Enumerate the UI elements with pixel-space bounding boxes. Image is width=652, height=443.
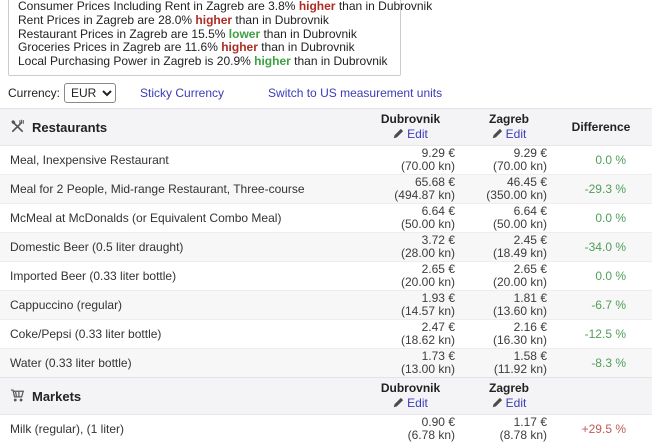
summary-line: Restaurant Prices in Zagreb are 15.5% lower than in Dubrovnik [18,26,357,41]
column-header-difference [555,377,652,414]
price-row [0,232,652,261]
city-name: Zagreb [488,380,529,395]
pencil-icon [492,397,503,408]
price-eur: 46.45 € [506,174,547,189]
section-title: Markets [0,377,358,414]
price-kn: (70.00 kn) [400,158,455,173]
difference-value: -8.3 % [555,348,652,377]
pencil-icon [393,128,404,139]
price-table-body [0,108,652,443]
price-kn: (8.78 kn) [499,427,547,442]
price-eur: 6.64 € [421,203,455,218]
comparison-keyword: higher [195,12,233,27]
price-eur: 2.47 € [421,319,455,334]
price-kn: (14.57 kn) [400,303,455,318]
price-kn: (13.00 kn) [400,361,455,376]
price-eur: 2.65 € [513,261,547,276]
price-cell-zagreb [463,290,555,319]
pencil-icon [393,397,404,408]
currency-label: Currency: [8,86,61,101]
price-cell-zagreb [463,174,555,203]
sticky-currency-link[interactable]: Sticky Currency [140,86,225,101]
price-cell-zagreb [463,414,555,443]
price-eur: 2.16 € [513,319,547,334]
price-eur: 1.17 € [513,414,547,429]
edit-link-zagreb[interactable]: Edit [492,396,527,410]
price-cell-dubrovnik [358,261,463,290]
currency-toolbar [8,83,652,104]
price-cell-zagreb [463,319,555,348]
currency-select[interactable] [64,83,116,103]
pencil-icon [492,128,503,139]
price-eur: 1.93 € [421,290,455,305]
section-header-restaurants [0,108,652,145]
price-kn: (18.49 kn) [492,245,547,260]
switch-units-link[interactable]: Switch to US measurement units [268,86,443,101]
item-name: McMeal at McDonalds (or Equivalent Combo Meal) [0,203,358,232]
price-row [0,261,652,290]
price-table [0,108,652,443]
price-cell-dubrovnik [358,319,463,348]
price-cell-zagreb [463,232,555,261]
price-row [0,203,652,232]
edit-link-zagreb[interactable]: Edit [492,127,527,141]
price-eur: 9.29 € [513,145,547,160]
price-row [0,319,652,348]
column-header-dubrovnik [358,377,463,414]
price-eur: 0.90 € [421,414,455,429]
price-cell-dubrovnik [358,203,463,232]
column-header-dubrovnik [358,108,463,145]
comparison-keyword: higher [254,54,291,69]
summary-line: Groceries Prices in Zagreb are 11.6% higher than in Dubrovnik [18,40,355,55]
price-eur: 6.64 € [513,203,547,218]
price-eur: 9.29 € [421,145,455,160]
price-kn: (70.00 kn) [492,158,547,173]
section-title: Restaurants [0,108,358,145]
item-name: Meal for 2 People, Mid-range Restaurant, Three-course [0,174,358,203]
price-eur: 1.81 € [513,290,547,305]
difference-value: -34.0 % [555,232,652,261]
difference-value: -6.7 % [555,290,652,319]
difference-value: 0.0 % [555,145,652,174]
comparison-keyword: higher [221,40,258,55]
price-kn: (16.30 kn) [492,332,547,347]
difference-value: -29.3 % [555,174,652,203]
price-kn: (50.00 kn) [492,216,547,231]
price-cell-zagreb [463,203,555,232]
summary-line: Rent Prices in Zagreb are 28.0% higher than in Dubrovnik [18,12,329,27]
item-name: Water (0.33 liter bottle) [0,348,358,377]
price-eur: 3.72 € [421,232,455,247]
item-name: Coke/Pepsi (0.33 liter bottle) [0,319,358,348]
price-row [0,348,652,377]
item-name: Cappuccino (regular) [0,290,358,319]
price-eur: 65.68 € [414,174,455,189]
difference-value: +29.5 % [555,414,652,443]
column-header-zagreb [463,377,555,414]
city-name: Dubrovnik [380,111,441,126]
cart-icon [10,388,25,403]
price-cell-dubrovnik [358,348,463,377]
summary-line: Consumer Prices Including Rent in Zagreb are 3.8% higher than in Dubrovnik [18,0,433,13]
comparison-keyword: lower [228,26,261,41]
price-cell-dubrovnik [358,174,463,203]
edit-link-dubrovnik[interactable]: Edit [393,127,428,141]
item-name: Meal, Inexpensive Restaurant [0,145,358,174]
price-row [0,174,652,203]
price-kn: (18.62 kn) [400,332,455,347]
item-name: Milk (regular), (1 liter) [0,414,358,443]
price-eur: 2.65 € [421,261,455,276]
price-cell-dubrovnik [358,290,463,319]
price-kn: (20.00 kn) [400,274,455,289]
item-name: Imported Beer (0.33 liter bottle) [0,261,358,290]
utensils-icon [10,119,25,134]
summary-line: Local Purchasing Power in Zagreb is 20.9% higher than in Dubrovnik [18,54,388,69]
column-header-difference: Difference [555,108,652,145]
price-row [0,290,652,319]
price-kn: (50.00 kn) [400,216,455,231]
section-header-markets [0,377,652,414]
price-row [0,145,652,174]
price-kn: (20.00 kn) [492,274,547,289]
price-cell-dubrovnik [358,414,463,443]
column-header-zagreb [463,108,555,145]
item-name: Domestic Beer (0.5 liter draught) [0,232,358,261]
price-cell-dubrovnik [358,145,463,174]
difference-value: 0.0 % [555,203,652,232]
price-kn: (494.87 kn) [394,187,455,202]
price-cell-zagreb [463,348,555,377]
city-comparison-summary [8,0,433,76]
city-name: Dubrovnik [380,380,441,395]
price-cell-dubrovnik [358,232,463,261]
difference-value: -12.5 % [555,319,652,348]
price-cell-zagreb [463,145,555,174]
comparison-keyword: higher [298,0,336,13]
price-kn: (28.00 kn) [400,245,455,260]
price-kn: (6.78 kn) [407,427,455,442]
price-eur: 1.58 € [513,348,547,363]
city-name: Zagreb [488,111,529,126]
difference-value: 0.0 % [555,261,652,290]
price-eur: 1.73 € [421,348,455,363]
edit-link-dubrovnik[interactable]: Edit [393,396,428,410]
price-kn: (350.00 kn) [486,187,547,202]
price-kn: (13.60 kn) [492,303,547,318]
price-row [0,414,652,443]
price-kn: (11.92 kn) [493,361,547,376]
price-eur: 2.45 € [513,232,547,247]
price-cell-zagreb [463,261,555,290]
